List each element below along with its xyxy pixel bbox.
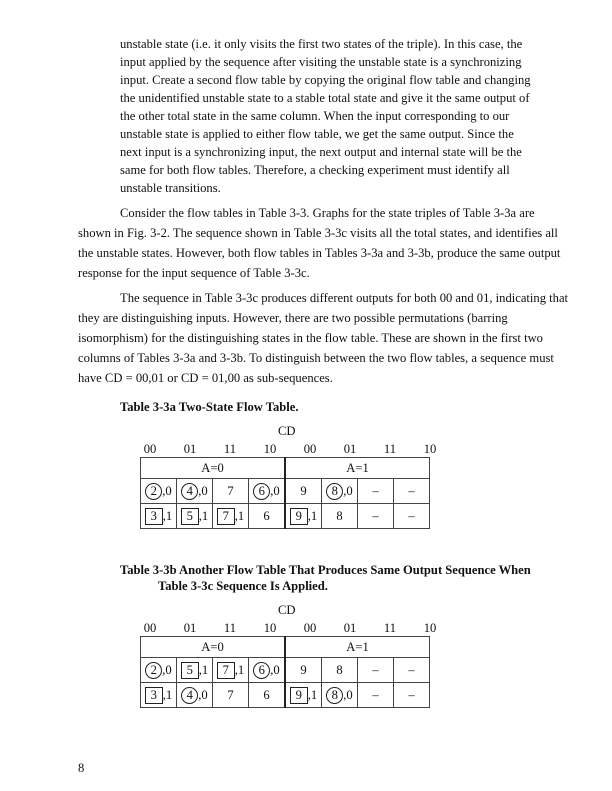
flow-cell <box>394 479 430 504</box>
next-state: – <box>372 687 379 702</box>
flow-table <box>140 457 430 529</box>
boxed-state: 3 <box>145 508 163 525</box>
flow-cell <box>141 658 177 683</box>
stable-state: 4 <box>181 483 198 500</box>
flow-table <box>140 636 430 708</box>
output-value: ,0 <box>270 662 280 677</box>
flow-cell <box>141 479 177 504</box>
output-value: ,1 <box>162 687 173 702</box>
output-value: ,1 <box>234 508 245 523</box>
table-caption: Table 3-3b Another Flow Table That Produces Same Output Sequence When <box>120 563 531 577</box>
boxed-state: 9 <box>290 508 308 525</box>
table-row <box>141 683 430 708</box>
text-line: the other total state in the same column. When the input corresponding to our <box>120 109 510 123</box>
flow-cell <box>249 504 286 529</box>
next-state: – <box>372 662 379 677</box>
input-group-header: A=0 <box>141 458 286 479</box>
flow-cell <box>177 658 213 683</box>
output-value: ,1 <box>198 662 209 677</box>
column-header: 00 <box>143 442 157 456</box>
flow-cell <box>177 479 213 504</box>
flow-cell <box>249 479 286 504</box>
flow-cell <box>177 683 213 708</box>
text-line: unstable state is applied to either flow table, we get the same output. Since the <box>120 127 514 141</box>
stable-state: 8 <box>326 687 343 704</box>
flow-cell <box>285 658 322 683</box>
flow-cell <box>394 504 430 529</box>
next-state: 6 <box>263 508 270 523</box>
next-state: – <box>408 508 415 523</box>
table-row <box>141 504 430 529</box>
next-state: 6 <box>263 687 270 702</box>
output-value: ,0 <box>198 483 208 498</box>
flow-cell <box>322 658 358 683</box>
text-line: response for the input sequence of Table 3-3c. <box>78 266 310 280</box>
flow-cell <box>358 479 394 504</box>
column-header: 00 <box>303 442 317 456</box>
text-line: Consider the flow tables in Table 3-3. Graphs for the state triples of Table 3-3a are <box>120 206 535 220</box>
stable-state: 8 <box>326 483 343 500</box>
text-line: they are distinguishing inputs. However, there are two possible permutations (barring <box>78 311 508 325</box>
next-state: – <box>408 483 415 498</box>
output-value: ,0 <box>343 483 353 498</box>
input-group-header: A=1 <box>285 637 430 658</box>
next-state: 9 <box>300 483 307 498</box>
column-header: 00 <box>303 621 317 635</box>
flow-cell <box>141 683 177 708</box>
column-header: 01 <box>183 621 197 635</box>
flow-cell <box>213 658 249 683</box>
stable-state: 2 <box>145 483 162 500</box>
next-state: 9 <box>300 662 307 677</box>
text-line: next input is a synchronizing input, the next output and internal state will be the <box>120 145 522 159</box>
flow-cell <box>358 658 394 683</box>
flow-cell <box>394 658 430 683</box>
input-group-header: A=0 <box>141 637 286 658</box>
text-line: The sequence in Table 3-3c produces different outputs for both 00 and 01, indicating that <box>120 291 569 305</box>
text-line: the unidentified unstable state to a stable total state and give it the same output of <box>120 91 530 105</box>
cd-label: CD <box>278 603 296 617</box>
column-header: 10 <box>423 442 437 456</box>
flow-cell <box>213 479 249 504</box>
output-value: ,0 <box>270 483 280 498</box>
next-state: – <box>372 508 379 523</box>
column-header: 01 <box>183 442 197 456</box>
column-header: 11 <box>383 621 397 635</box>
column-header: 11 <box>383 442 397 456</box>
table-row <box>141 658 430 683</box>
page-number: 8 <box>78 761 85 775</box>
boxed-state: 3 <box>145 687 163 704</box>
boxed-state: 9 <box>290 687 308 704</box>
text-line: the unstable states. However, both flow tables in Tables 3-3a and 3-3b, produce the same output <box>78 246 561 260</box>
flow-cell <box>141 504 177 529</box>
output-value: ,1 <box>162 508 173 523</box>
boxed-state: 7 <box>217 508 235 525</box>
next-state: – <box>408 662 415 677</box>
flow-cell <box>213 683 249 708</box>
flow-cell <box>249 683 286 708</box>
text-line: have CD = 00,01 or CD = 01,00 as sub-sequences. <box>78 371 333 385</box>
text-line: shown in Fig. 3-2. The sequence shown in Table 3-3c visits all the total states, and identifies all <box>78 226 558 240</box>
stable-state: 6 <box>253 662 270 679</box>
column-header: 11 <box>223 621 237 635</box>
flow-cell <box>358 504 394 529</box>
next-state: 8 <box>336 508 343 523</box>
flow-cell <box>285 504 322 529</box>
next-state: 7 <box>227 483 234 498</box>
column-header: 11 <box>223 442 237 456</box>
flow-cell <box>322 504 358 529</box>
next-state: – <box>408 687 415 702</box>
output-value: ,0 <box>343 687 353 702</box>
next-state: 7 <box>227 687 234 702</box>
text-line: input applied by the sequence after visiting the unstable state is a synchronizing <box>120 55 522 69</box>
column-header: 10 <box>263 442 277 456</box>
column-header: 10 <box>423 621 437 635</box>
cd-label: CD <box>278 424 296 438</box>
column-headers <box>130 442 450 457</box>
table-row <box>141 479 430 504</box>
stable-state: 6 <box>253 483 270 500</box>
column-header: 01 <box>343 621 357 635</box>
input-group-header: A=1 <box>285 458 430 479</box>
text-line: isomorphism) for the distinguishing states in the flow table. These are shown in the first two <box>78 331 543 345</box>
flow-cell <box>213 504 249 529</box>
column-header: 00 <box>143 621 157 635</box>
boxed-state: 7 <box>217 662 235 679</box>
output-value: ,1 <box>198 508 209 523</box>
stable-state: 2 <box>145 662 162 679</box>
flow-cell <box>177 504 213 529</box>
column-headers <box>130 621 450 636</box>
output-value: ,0 <box>162 662 172 677</box>
flow-cell <box>358 683 394 708</box>
output-value: ,0 <box>198 687 208 702</box>
column-header: 10 <box>263 621 277 635</box>
next-state: – <box>372 483 379 498</box>
text-line: unstable state (i.e. it only visits the first two states of the triple). In this case, the <box>120 37 523 51</box>
stable-state: 4 <box>181 687 198 704</box>
output-value: ,1 <box>234 662 245 677</box>
output-value: ,1 <box>307 687 318 702</box>
flow-cell <box>322 479 358 504</box>
next-state: 8 <box>336 662 343 677</box>
table-caption: Table 3-3c Sequence Is Applied. <box>158 579 328 593</box>
boxed-state: 5 <box>181 508 199 525</box>
text-line: unstable transitions. <box>120 181 221 195</box>
table-caption: Table 3-3a Two-State Flow Table. <box>120 400 299 414</box>
flow-cell <box>285 683 322 708</box>
boxed-state: 5 <box>181 662 199 679</box>
output-value: ,1 <box>307 508 318 523</box>
text-line: columns of Tables 3-3a and 3-3b. To distinguish between the two flow tables, a sequence must <box>78 351 554 365</box>
text-line: input. Create a second flow table by copying the original flow table and changing <box>120 73 531 87</box>
text-line: same for both flow tables. Therefore, a checking experiment must identify all <box>120 163 510 177</box>
flow-cell <box>322 683 358 708</box>
flow-cell <box>249 658 286 683</box>
flow-cell <box>285 479 322 504</box>
column-header: 01 <box>343 442 357 456</box>
output-value: ,0 <box>162 483 172 498</box>
flow-cell <box>394 683 430 708</box>
